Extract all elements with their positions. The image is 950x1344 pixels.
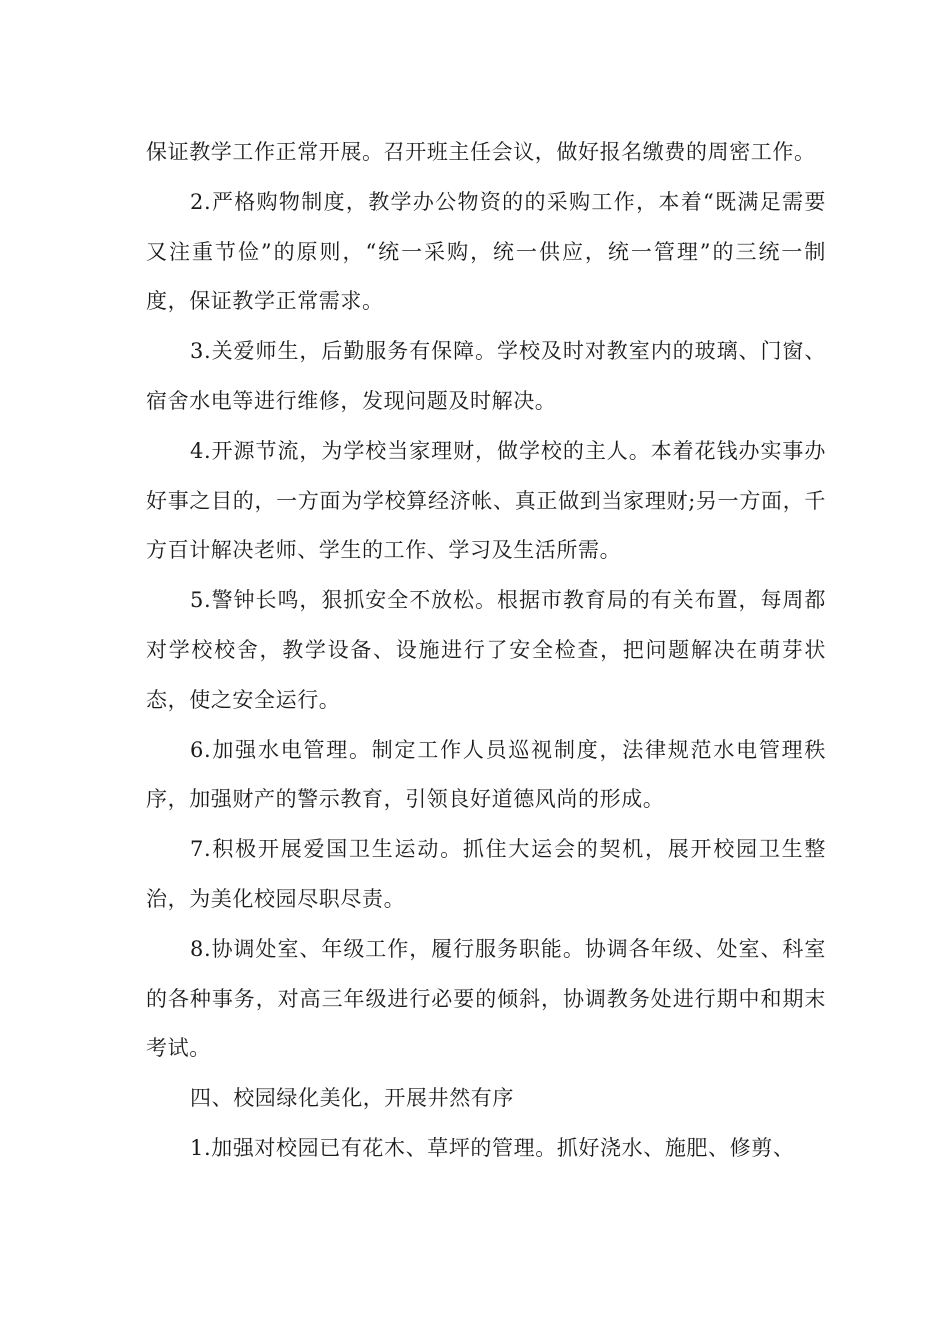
paragraph-item-4: 4.开源节流，为学校当家理财，做学校的主人。本着花钱办实事办好事之目的，一方面为学校算经济帐、真正做到当家理财;另一方面，千方百计解决老师、学生的工作、学习及生活所需。: [146, 438, 826, 563]
paragraph-section4-item-1: 1.加强对校园已有花木、草坪的管理。抓好浇水、施肥、修剪、: [190, 1135, 795, 1160]
paragraph-item-2: 2.严格购物制度，教学办公物资的的采购工作，本着“既满足需要又注重节俭”的原则，“统一采购，统一供应，统一管理”的三统一制度，保证教学正常需求。: [146, 189, 826, 314]
document-body: [146, 128, 826, 1174]
paragraph-item-3: 3.关爱师生，后勤服务有保障。学校及时对教室内的玻璃、门窗、宿舍水电等进行维修，发现问题及时解决。: [146, 339, 826, 413]
paragraph-continuation: 保证教学工作正常开展。召开班主任会议，做好报名缴费的周密工作。: [146, 140, 816, 164]
paragraph-item-7: 7.积极开展爱国卫生运动。抓住大运会的契机，展开校园卫生整治，为美化校园尽职尽责。: [146, 837, 826, 911]
section-heading-4: 四、校园绿化美化，开展井然有序: [190, 1086, 514, 1111]
paragraph-item-6: 6.加强水电管理。制定工作人员巡视制度，法律规范水电管理秩序，加强财产的警示教育，引领良好道德风尚的形成。: [146, 737, 826, 812]
paragraph-item-8: 8.协调处室、年级工作，履行服务职能。协调各年级、处室、科室的各种事务，对高三年级进行必要的倾斜，协调教务处进行期中和期末考试。: [146, 936, 826, 1061]
paragraph-item-5: 5.警钟长鸣，狠抓安全不放松。根据市教育局的有关布置，每周都对学校校舍，教学设备、设施进行了安全检查，把问题解决在萌芽状态，使之安全运行。: [146, 588, 826, 712]
